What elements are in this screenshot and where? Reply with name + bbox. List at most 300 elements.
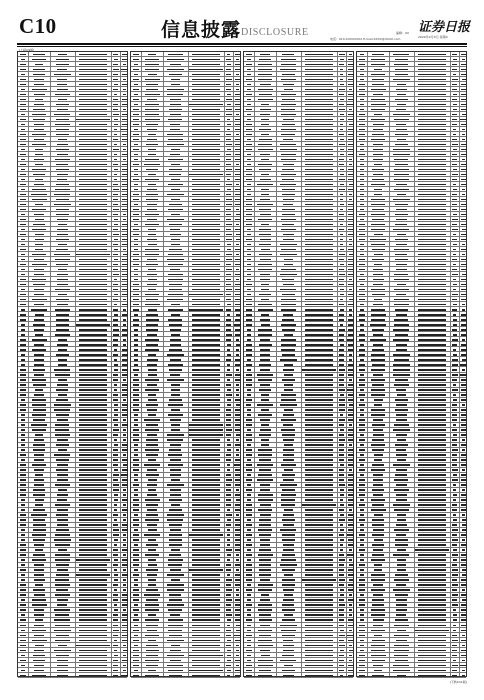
table-cell (339, 349, 345, 351)
table-cell (79, 209, 106, 211)
table-cell (235, 319, 240, 321)
table-cell (359, 294, 365, 296)
table-cell (418, 134, 445, 136)
table-cell (133, 234, 139, 236)
table-cell (305, 645, 332, 647)
table-cell (192, 494, 219, 496)
table-cell (79, 579, 106, 581)
table-cell (418, 219, 445, 221)
table-cell (226, 254, 232, 256)
table-cell (192, 554, 219, 556)
table-cell (147, 284, 158, 286)
table-cell (227, 619, 231, 621)
table-cell (283, 314, 293, 316)
table-cell (35, 619, 44, 621)
table-cell (226, 609, 232, 611)
table-cell (348, 584, 353, 586)
table-cell (114, 294, 118, 296)
table-cell (79, 514, 106, 516)
table-cell (56, 169, 68, 171)
table-cell (146, 169, 158, 171)
table-cell (282, 319, 294, 321)
table-cell (418, 419, 445, 421)
table-cell (372, 464, 383, 466)
table-cell (305, 64, 332, 66)
table-cell (56, 104, 68, 106)
table-cell (371, 64, 385, 66)
table-cell (305, 259, 332, 261)
table-cell (169, 224, 182, 226)
table-cell (113, 184, 118, 186)
table-cell (235, 304, 240, 306)
table-cell (261, 594, 269, 596)
table-cell (192, 54, 219, 56)
table-cell (246, 569, 252, 571)
table-cell (34, 294, 45, 296)
table-cell (305, 324, 332, 326)
table-cell (167, 655, 183, 657)
table-cell (340, 504, 344, 506)
table-cell (79, 304, 106, 306)
table-cell (283, 544, 294, 546)
table-cell (227, 439, 230, 441)
table-cell (79, 104, 106, 106)
table-cell (226, 69, 230, 71)
table-cell (113, 339, 118, 341)
table-cell (20, 584, 27, 586)
table-cell (396, 269, 407, 271)
table-cell (33, 69, 45, 71)
table-cell (452, 194, 457, 196)
table-cell (281, 174, 295, 176)
table-cell (20, 404, 27, 406)
table-cell (79, 374, 106, 376)
table-cell (372, 675, 383, 677)
table-cell (79, 344, 106, 346)
table-cell (339, 389, 345, 391)
table-cell (348, 524, 354, 526)
table-cell (348, 419, 353, 421)
table-cell (54, 204, 71, 206)
table-cell (171, 189, 180, 191)
table-cell (123, 584, 126, 586)
table-cell (418, 645, 445, 647)
table-cell (79, 239, 106, 241)
table-cell (58, 359, 67, 361)
table-cell (21, 364, 25, 366)
table-cell (169, 554, 181, 556)
table-cell (360, 164, 364, 166)
table-cell (452, 174, 458, 176)
table-cell (79, 319, 106, 321)
table-cell (170, 234, 181, 236)
table-cell (418, 675, 445, 677)
table-cell (192, 319, 219, 321)
table-cell (348, 189, 353, 191)
table-cell (340, 464, 344, 466)
table-cell (260, 504, 271, 506)
table-cell (461, 609, 467, 611)
table-cell (246, 399, 252, 401)
table-cell (461, 279, 466, 281)
table-cell (453, 549, 457, 551)
table-cell (348, 484, 352, 486)
table-cell (247, 660, 251, 662)
table-cell (258, 99, 273, 101)
table-cell (258, 269, 273, 271)
table-cell (371, 89, 386, 91)
table-cell (34, 289, 45, 291)
table-cell (134, 625, 138, 627)
table-cell (226, 59, 231, 61)
table-cell (305, 99, 332, 101)
table-cell (76, 645, 111, 647)
table-cell (20, 344, 26, 346)
table-cell (79, 549, 106, 551)
table-cell (192, 660, 219, 662)
table-cell (359, 660, 364, 662)
table-cell (192, 589, 219, 591)
table-cell (305, 429, 332, 431)
table-cell (348, 139, 352, 141)
table-cell (305, 339, 332, 341)
table-cell (236, 665, 239, 667)
table-cell (452, 504, 457, 506)
table-cell (113, 289, 118, 291)
table-cell (395, 134, 407, 136)
table-cell (393, 114, 410, 116)
table-cell (418, 594, 445, 596)
table-cell (122, 424, 128, 426)
table-cell (418, 449, 445, 451)
table-cell (247, 474, 251, 476)
table-cell (246, 424, 251, 426)
table-cell (453, 104, 457, 106)
table-cell (282, 224, 294, 226)
table-cell (284, 364, 293, 366)
table-cell (452, 99, 457, 101)
table-cell (79, 289, 106, 291)
table-cell (192, 189, 219, 191)
table-cell (33, 224, 45, 226)
table-cell (226, 489, 231, 491)
table-cell (393, 464, 410, 466)
table-cell (259, 635, 271, 637)
table-cell (461, 584, 467, 586)
table-cell (79, 604, 106, 606)
table-cell (305, 524, 332, 526)
table-cell (394, 319, 408, 321)
table-cell (349, 299, 353, 301)
table-cell (348, 514, 353, 516)
table-cell (57, 494, 69, 496)
table-cell (122, 630, 126, 632)
table-cell (371, 214, 386, 216)
table-cell (56, 214, 69, 216)
table-cell (122, 594, 127, 596)
page-header (0, 0, 484, 44)
table-cell (148, 174, 156, 176)
table-cell (133, 439, 139, 441)
table-cell (20, 589, 26, 591)
table-cell (305, 319, 332, 321)
table-cell (246, 604, 253, 606)
table-cell (395, 254, 407, 256)
table-cell (305, 409, 332, 411)
table-cell (32, 464, 47, 466)
table-cell (57, 144, 68, 146)
table-cell (281, 59, 295, 61)
table-cell (79, 134, 106, 136)
table-cell (339, 635, 345, 637)
table-cell (226, 564, 231, 566)
table-cell (396, 524, 407, 526)
table-cell (348, 329, 354, 331)
table-cell (374, 404, 382, 406)
table-cell (418, 239, 445, 241)
table-cell (247, 655, 251, 657)
table-cell (21, 229, 25, 231)
table-cell (348, 454, 354, 456)
table-cell (227, 104, 231, 106)
table-cell (461, 424, 465, 426)
table-cell (282, 619, 295, 621)
table-cell (79, 314, 106, 316)
table-cell (168, 209, 183, 211)
table-cell (359, 224, 365, 226)
table-cell (133, 404, 139, 406)
table-cell (114, 364, 118, 366)
table-cell (122, 349, 126, 351)
table-cell (339, 554, 344, 556)
table-cell (113, 164, 118, 166)
table-cell (259, 364, 271, 366)
table-cell (305, 359, 332, 361)
table-cell (360, 524, 364, 526)
table-cell (226, 614, 232, 616)
table-cell (284, 444, 293, 446)
table-cell (20, 199, 26, 201)
table-cell (192, 454, 219, 456)
table-cell (227, 149, 231, 151)
table-cell (373, 279, 384, 281)
table-cell (371, 224, 385, 226)
table-cell (20, 384, 26, 386)
table-cell (348, 499, 353, 501)
table-cell (340, 650, 344, 652)
table-cell (453, 74, 456, 76)
table-cell (134, 249, 138, 251)
table-cell (226, 219, 230, 221)
table-cell (192, 614, 219, 616)
table-cell (258, 309, 273, 311)
table-cell (339, 569, 344, 571)
table-cell (226, 284, 231, 286)
table-cell (461, 184, 466, 186)
table-cell (396, 484, 407, 486)
table-cell (452, 459, 457, 461)
table-cell (281, 114, 296, 116)
table-cell (114, 494, 118, 496)
table-cell (452, 670, 457, 672)
table-cell (133, 229, 138, 231)
table-cell (348, 374, 353, 376)
table-cell (359, 419, 364, 421)
table-cell (371, 579, 385, 581)
table-cell (461, 174, 466, 176)
table-cell (226, 334, 232, 336)
table-cell (282, 539, 295, 541)
table-cell (452, 274, 458, 276)
table-cell (349, 424, 352, 426)
table-cell (305, 264, 332, 266)
table-cell (148, 54, 157, 56)
table-cell (34, 594, 45, 596)
table-cell (360, 554, 364, 556)
table-cell (340, 529, 344, 531)
table-cell (226, 414, 231, 416)
table-cell (32, 604, 47, 606)
table-cell (462, 404, 465, 406)
table-cell (461, 269, 465, 271)
table-cell (192, 539, 219, 541)
table-cell (235, 469, 239, 471)
table-cell (21, 399, 25, 401)
table-cell (283, 84, 293, 86)
table-cell (339, 134, 344, 136)
table-cell (235, 379, 240, 381)
table-cell (123, 454, 126, 456)
table-cell (192, 214, 219, 216)
table-cell (418, 569, 445, 571)
table-cell (453, 244, 457, 246)
table-cell (340, 264, 344, 266)
table-cell (359, 670, 365, 672)
table-cell (246, 324, 251, 326)
table-cell (148, 229, 156, 231)
table-cell (145, 675, 160, 677)
table-cell (33, 519, 45, 521)
table-cell (281, 109, 295, 111)
table-cell (79, 429, 106, 431)
table-cell (305, 274, 332, 276)
table-cell (280, 529, 296, 531)
table-cell (247, 559, 251, 561)
table-cell (394, 359, 409, 361)
table-cell (453, 519, 457, 521)
table-cell (235, 219, 240, 221)
table-cell (57, 419, 69, 421)
table-cell (235, 544, 240, 546)
table-cell (57, 665, 69, 667)
table-cell (57, 519, 68, 521)
table-cell (452, 569, 458, 571)
table-cell (21, 429, 25, 431)
table-cell (452, 640, 458, 642)
table-cell (359, 214, 365, 216)
table-cell (113, 630, 119, 632)
table-cell (227, 249, 231, 251)
header-rule-thin (17, 46, 467, 47)
table-cell (114, 569, 117, 571)
table-cell (452, 389, 458, 391)
table-cell (227, 364, 230, 366)
table-cell (246, 204, 251, 206)
table-cell (453, 94, 457, 96)
table-cell (348, 259, 353, 261)
table-cell (305, 670, 332, 672)
table-cell (259, 469, 272, 471)
table-cell (32, 349, 45, 351)
table-cell (192, 94, 219, 96)
table-cell (258, 149, 273, 151)
table-cell (55, 94, 70, 96)
table-cell (171, 239, 181, 241)
table-cell (247, 529, 252, 531)
section-title-english: DISCLOSURE (241, 27, 309, 38)
table-cell (192, 559, 219, 561)
table-cell (133, 389, 140, 391)
table-cell (56, 264, 68, 266)
table-cell (247, 494, 251, 496)
table-cell (418, 344, 445, 346)
table-cell (79, 449, 106, 451)
table-cell (393, 374, 410, 376)
table-cell (236, 184, 240, 186)
table-cell (113, 74, 117, 76)
table-cell (360, 650, 364, 652)
table-cell (236, 234, 240, 236)
table-cell (21, 424, 25, 426)
table-cell (452, 89, 457, 91)
table-cell (58, 394, 67, 396)
table-cell (396, 344, 407, 346)
table-cell (461, 444, 466, 446)
table-cell (169, 349, 181, 351)
table-cell (283, 599, 295, 601)
table-cell (260, 539, 270, 541)
table-cell (79, 484, 106, 486)
table-cell (260, 484, 270, 486)
table-cell (133, 394, 139, 396)
table-cell (394, 529, 409, 531)
table-cell (145, 635, 159, 637)
table-cell (260, 359, 271, 361)
table-cell (114, 259, 118, 261)
table-cell (462, 229, 466, 231)
table-cell (114, 424, 118, 426)
table-cell (134, 604, 138, 606)
table-cell (247, 189, 251, 191)
table-cell (282, 584, 295, 586)
table-cell (168, 274, 183, 276)
table-cell (79, 459, 106, 461)
table-cell (246, 544, 252, 546)
table-cell (261, 189, 269, 191)
table-cell (260, 319, 270, 321)
table-cell (146, 84, 159, 86)
table-cell (122, 564, 127, 566)
table-cell (167, 354, 184, 356)
table-cell (35, 314, 44, 316)
table-cell (20, 604, 26, 606)
table-cell (20, 64, 26, 66)
table-cell (247, 99, 251, 101)
table-cell (79, 635, 106, 637)
table-cell (282, 169, 294, 171)
table-cell (371, 650, 385, 652)
table-cell (34, 124, 45, 126)
